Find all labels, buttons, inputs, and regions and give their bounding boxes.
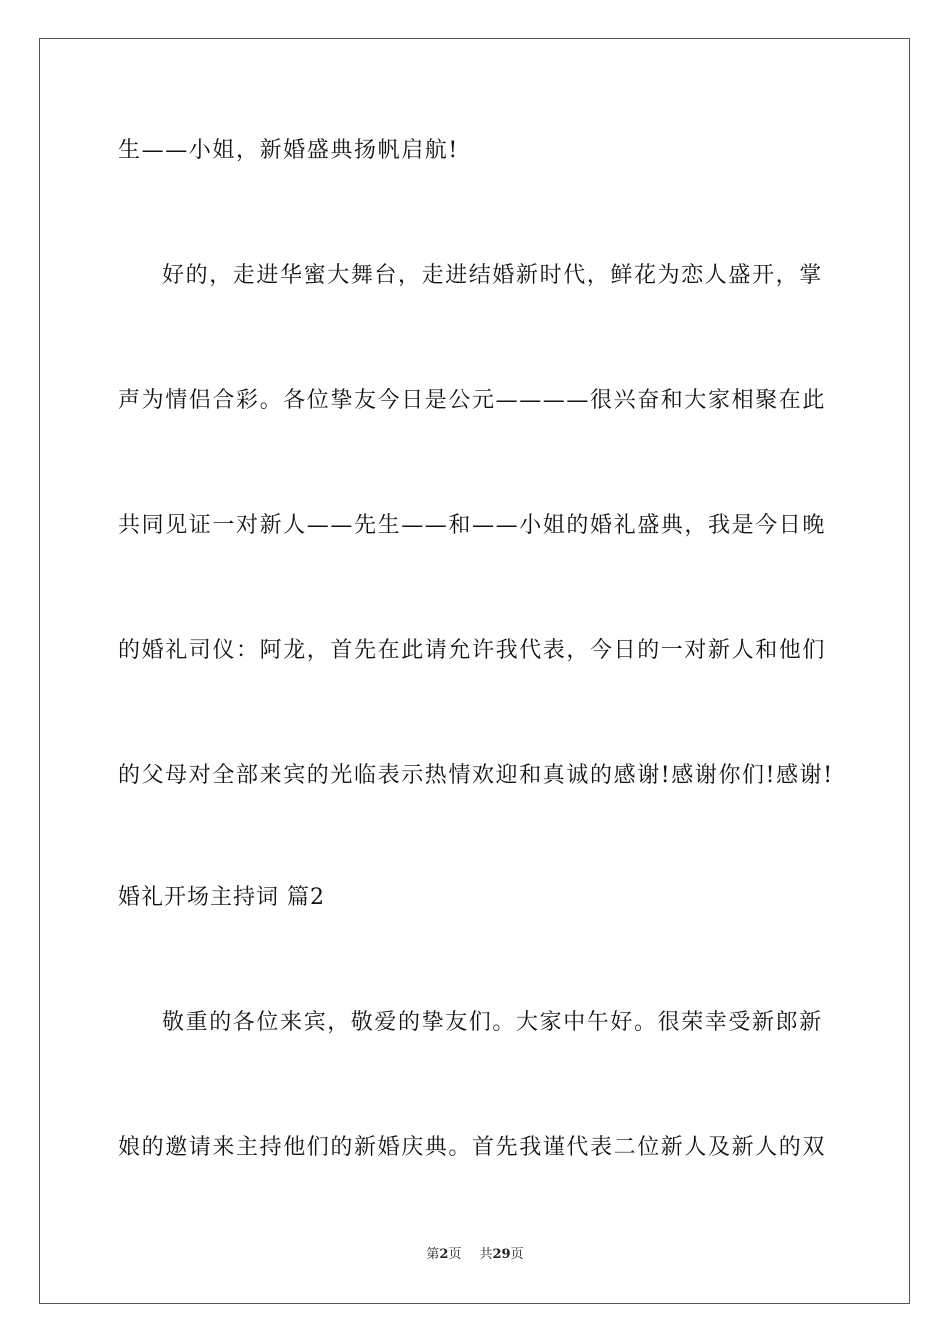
page-suffix: 页 bbox=[448, 1247, 462, 1262]
page-footer bbox=[0, 1246, 950, 1264]
total-pages: 29 bbox=[492, 1247, 511, 1262]
page-number: 2 bbox=[439, 1247, 449, 1262]
total-suffix: 页 bbox=[510, 1247, 524, 1262]
text-line-4: 共同见证一对新人——先生——和——小姐的婚礼盛典，我是今日晚 bbox=[118, 513, 827, 538]
page-prefix: 第 bbox=[426, 1247, 440, 1262]
text-line-2: 好的，走进华蜜大舞台，走进结婚新时代，鲜花为恋人盛开，掌 bbox=[162, 263, 823, 288]
total-prefix: 共 bbox=[479, 1247, 493, 1262]
page-frame bbox=[39, 38, 910, 1304]
text-line-3: 声为情侣合彩。各位挚友今日是公元————很兴奋和大家相聚在此 bbox=[118, 388, 827, 413]
text-line-8: 娘的邀请来主持他们的新婚庆典。首先我谨代表二位新人及新人的双 bbox=[118, 1135, 827, 1160]
text-line-6: 的父母对全部来宾的光临表示热情欢迎和真诚的感谢!感谢你们!感谢! bbox=[118, 763, 834, 788]
text-line-7: 敬重的各位来宾，敬爱的挚友们。大家中午好。很荣幸受新郎新 bbox=[162, 1010, 823, 1035]
text-line-5: 的婚礼司仪：阿龙，首先在此请允许我代表，今日的一对新人和他们 bbox=[118, 638, 827, 663]
section-heading: 婚礼开场主持词 篇2 bbox=[118, 885, 325, 910]
text-line-1: 生——小姐，新婚盛典扬帆启航! bbox=[118, 138, 459, 163]
